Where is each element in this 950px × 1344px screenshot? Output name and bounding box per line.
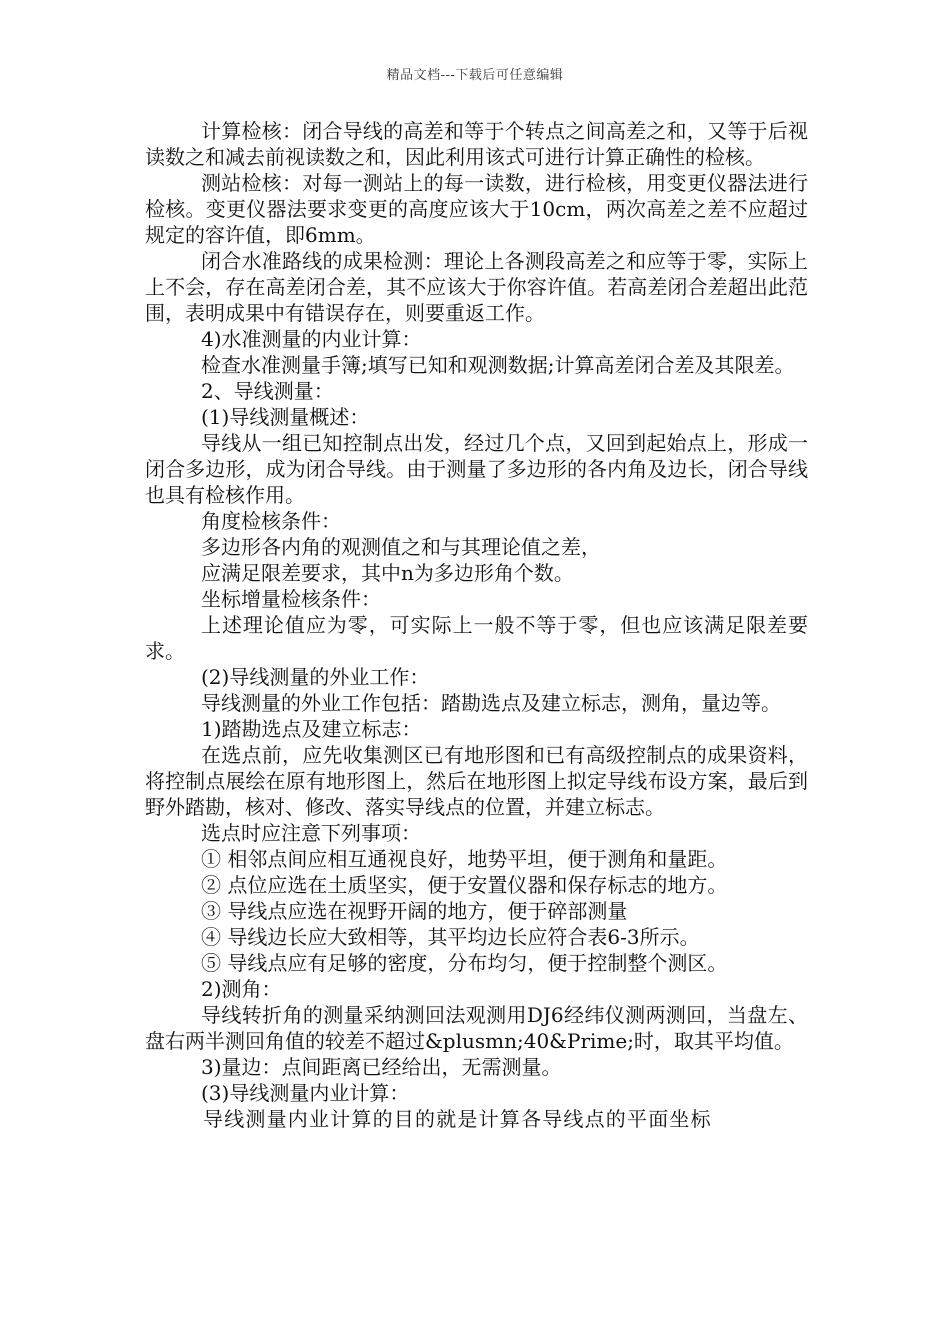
list-item-note-1: ① 相邻点间应相互通视良好，地势平坦，便于测角和量距。: [201, 847, 728, 871]
paragraph-site-selection: 在选点前，应先收集测区已有地形图和已有高级控制点的成果资料，将控制点展绘在原有地形图上，然后在地形图上拟定导线布设方案，最后到野外踏勘，核对、修改、落实导线点的位置，并建立标志。: [145, 743, 808, 819]
heading-selection-notes: 选点时应注意下列事项：: [201, 821, 421, 845]
heading-leveling-office-calc: 4)水准测量的内业计算：: [201, 327, 422, 351]
heading-traverse-overview: (1)导线测量概述：: [201, 405, 370, 429]
document-body: [145, 118, 808, 1132]
paragraph-closed-level-check: 闭合水准路线的成果检测：理论上各测段高差之和应等于零，实际上上不会，存在高差闭合差，其不应该大于你容许值。若高差闭合差超出此范围，表明成果中有错误存在，则要重返工作。: [145, 249, 808, 325]
list-item-note-2: ② 点位应选在土质坚实，便于安置仪器和保存标志的地方。: [201, 873, 728, 897]
paragraph-calc-check: 计算检核：闭合导线的高差和等于个转点之间高差之和，又等于后视读数之和减去前视读数之和，因此利用该式可进行计算正确性的检核。: [145, 119, 808, 169]
heading-angle-check: 角度检核条件：: [201, 509, 341, 533]
heading-site-selection: 1)踏勘选点及建立标志：: [201, 717, 422, 741]
heading-traverse-survey: 2、导线测量：: [201, 379, 334, 403]
paragraph-station-check: 测站检核：对每一测站上的每一读数，进行检核，用变更仪器法进行检核。变更仪器法要求变更的高度应该大于10cm，两次高差之差不应超过规定的容许值，即6mm。: [145, 171, 808, 247]
heading-angle-measurement: 2)测角：: [201, 977, 282, 1001]
heading-traverse-field-work: (2)导线测量的外业工作：: [201, 665, 430, 689]
paragraph-distance-measurement: 3)量边：点间距离已经给出，无需测量。: [201, 1055, 562, 1079]
list-item-note-5: ⑤ 导线点应有足够的密度，分布均匀，便于控制整个测区。: [201, 951, 728, 975]
paragraph-office-calc-purpose: 导线测量内业计算的目的就是计算各导线点的平面坐标: [203, 1107, 712, 1131]
paragraph-leveling-steps: 检查水准测量手簿;填写已知和观测数据;计算高差闭合差及其限差。: [201, 353, 795, 377]
paragraph-angle-check-1: 多边形各内角的观测值之和与其理论值之差，: [201, 535, 601, 559]
paragraph-traverse-overview: 导线从一组已知控制点出发，经过几个点，又回到起始点上，形成一闭合多边形，成为闭合导线。由于测量了多边形的各内角及边长，闭合导线也具有检核作用。: [145, 431, 808, 507]
page-header: 精品文档---下载后可任意编辑: [386, 68, 564, 83]
list-item-note-4: ④ 导线边长应大致相等，其平均边长应符合表6-3所示。: [201, 925, 700, 949]
heading-coordinate-check: 坐标增量检核条件：: [201, 587, 381, 611]
paragraph-field-work: 导线测量的外业工作包括：踏勘选点及建立标志，测角，量边等。: [201, 691, 781, 715]
paragraph-angle-measurement: 导线转折角的测量采纳测回法观测用DJ6经纬仪测两测回，当盘左、盘右两半测回角值的较差不超过&plusmn;40&Prime;时，取其平均值。: [145, 1003, 808, 1053]
list-item-note-3: ③ 导线点应选在视野开阔的地方，便于碎部测量: [201, 899, 628, 923]
heading-traverse-office-calc: (3)导线测量内业计算：: [201, 1081, 410, 1105]
paragraph-coordinate-check: 上述理论值应为零，可实际上一般不等于零，但也应该满足限差要求。: [145, 613, 808, 663]
paragraph-angle-check-2: 应满足限差要求，其中n为多边形角个数。: [201, 561, 574, 585]
